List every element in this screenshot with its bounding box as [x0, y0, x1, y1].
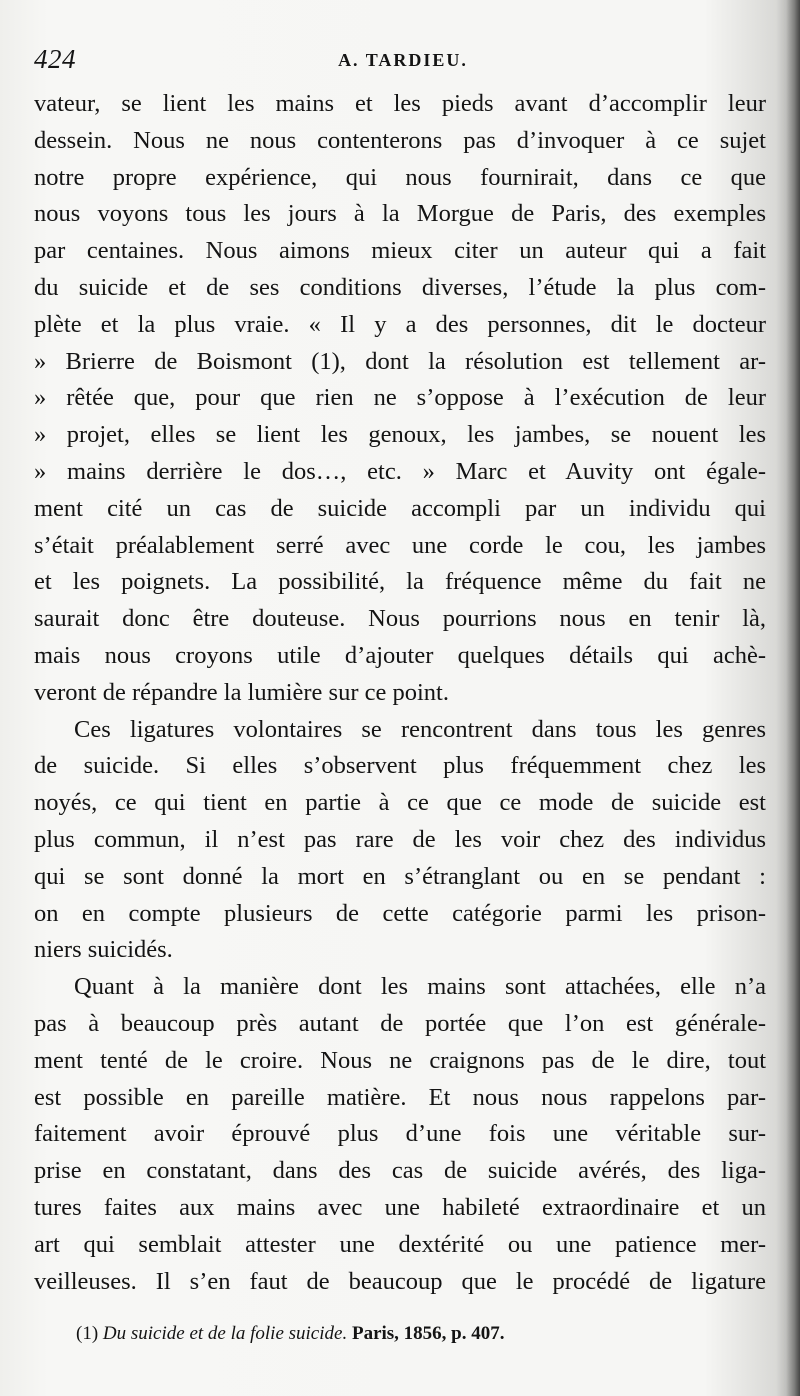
- text-line: » mains derrière le dos…, etc. » Marc et Auvity ont égale-: [34, 457, 766, 485]
- footnote-citation: Paris, 1856, p. 407.: [351, 1323, 505, 1344]
- text-line: ment tenté de le croire. Nous ne craignons pas de le dire, tout: [34, 1046, 766, 1074]
- text-line: tures faites aux mains avec une habileté extraordinaire et un: [34, 1193, 766, 1221]
- text-line: art qui semblait attester une dextérité ou une patience mer-: [34, 1230, 766, 1258]
- text-line: on en compte plusieurs de cette catégorie parmi les prison-: [34, 899, 766, 927]
- page-edge-shadow: [786, 0, 800, 1396]
- text-line: et les poignets. La possibilité, la fréquence même du fait ne: [34, 568, 766, 596]
- text-line: vateur, se lient les mains et les pieds avant d’accomplir leur: [34, 90, 766, 117]
- page-number: 424: [34, 44, 76, 74]
- text-line: Ces ligatures volontaires se rencontrent dans tous les genres: [74, 715, 766, 743]
- page-header: [34, 44, 772, 78]
- text-line: veront de répandre la lumière sur ce point.: [34, 678, 449, 706]
- text-line: » projet, elles se lient les genoux, les jambes, se nouent les: [34, 421, 766, 449]
- text-line: notre propre expérience, qui nous fournirait, dans ce que: [34, 163, 766, 191]
- text-line: pas à beaucoup près autant de portée que l’on est générale-: [34, 1009, 766, 1037]
- text-line: dessein. Nous ne nous contenterons pas d’invoquer à ce sujet: [34, 126, 766, 154]
- text-line: plus commun, il n’est pas rare de les voir chez des individus: [34, 825, 766, 853]
- text-line: est possible en pareille matière. Et nous nous rappelons par-: [34, 1083, 766, 1111]
- text-line: mais nous croyons utile d’ajouter quelques détails qui achè-: [34, 641, 766, 669]
- text-line: » Brierre de Boismont (1), dont la résolution est tellement ar-: [34, 347, 766, 375]
- text-line: noyés, ce qui tient en partie à ce que ce mode de suicide est: [34, 789, 766, 817]
- footnote: [76, 1320, 766, 1348]
- body-text: [34, 86, 766, 1300]
- text-line: veilleuses. Il s’en faut de beaucoup que le procédé de ligature: [34, 1267, 766, 1295]
- text-line: de suicide. Si elles s’observent plus fréquemment chez les: [34, 752, 766, 780]
- text-line: plète et la plus vraie. « Il y a des personnes, dit le docteur: [34, 310, 766, 338]
- text-line: prise en constatant, dans des cas de suicide avérés, des liga-: [34, 1157, 766, 1185]
- text-line: s’était préalablement serré avec une corde le cou, les jambes: [34, 531, 766, 559]
- text-line: par centaines. Nous aimons mieux citer un auteur qui a fait: [34, 237, 766, 265]
- text-line: Quant à la manière dont les mains sont attachées, elle n’a: [74, 973, 766, 1001]
- text-line: » rêtée que, pour que rien ne s’oppose à l’exécution de leur: [34, 384, 766, 412]
- text-line: qui se sont donné la mort en s’étranglant ou en se pendant :: [34, 862, 766, 890]
- text-line: du suicide et de ses conditions diverses, l’étude la plus com-: [34, 273, 766, 301]
- running-head: A. TARDIEU.: [338, 50, 468, 70]
- text-line: faitement avoir éprouvé plus d’une fois une véritable sur-: [34, 1120, 766, 1148]
- text-line: niers suicidés.: [34, 936, 173, 964]
- footnote-marker: (1): [76, 1323, 99, 1344]
- text-line: saurait donc être douteuse. Nous pourrions nous en tenir là,: [34, 605, 766, 633]
- text-line: nous voyons tous les jours à la Morgue de Paris, des exemples: [34, 200, 766, 228]
- footnote-title: Du suicide et de la folie suicide.: [102, 1323, 348, 1344]
- text-line: ment cité un cas de suicide accompli par un individu qui: [34, 494, 766, 522]
